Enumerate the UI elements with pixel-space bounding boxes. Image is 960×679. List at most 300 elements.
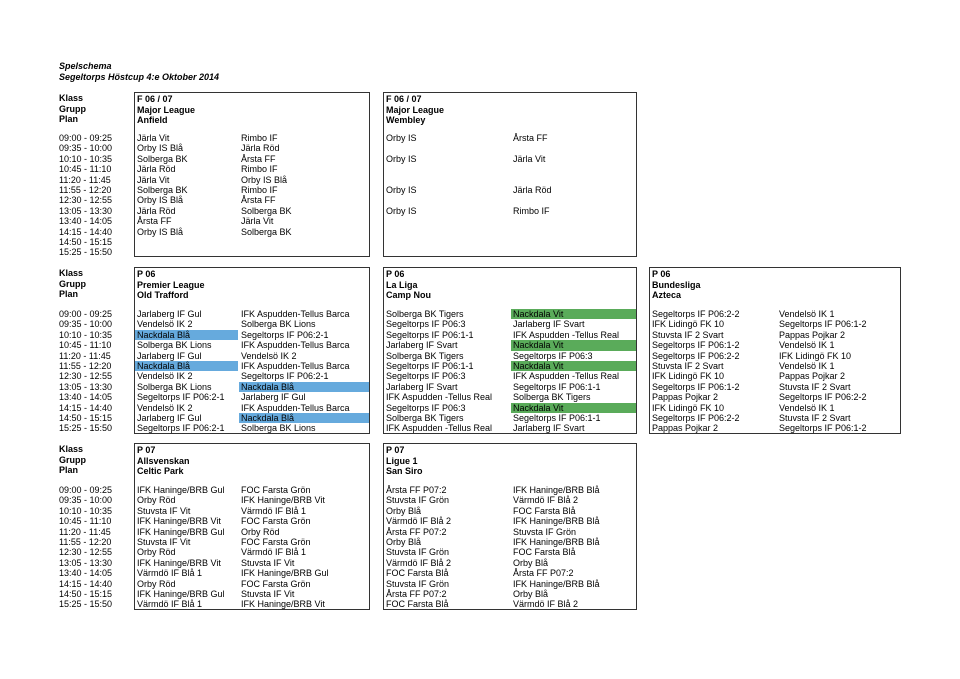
group-name: Allsvenskan xyxy=(137,455,190,466)
section-3-times xyxy=(59,485,112,610)
home-team xyxy=(384,247,510,257)
home-team: IFK Haninge/BRB Gul xyxy=(137,526,225,537)
away-team: IFK Aspudden -Tellus Real xyxy=(513,329,620,340)
home-team: IFK Haninge/BRB Gul xyxy=(137,485,225,495)
home-team: FOC Farsta Blå xyxy=(386,568,449,579)
home-team: Segeltorps IF P06:1-2 xyxy=(652,381,740,392)
away-team: Vendelsö IK 2 xyxy=(241,350,297,361)
away-team: FOC Farsta Grön xyxy=(241,536,311,547)
match-row xyxy=(384,423,636,433)
match-row xyxy=(135,527,369,537)
time-slot: 10:45 - 11:10 xyxy=(59,164,112,175)
group-plan: Azteca xyxy=(652,290,682,300)
section-1-times xyxy=(59,133,112,258)
home-team: Solberga BK xyxy=(137,184,188,195)
away-team: Stuvsta IF Vit xyxy=(241,557,295,568)
time-slot: 15:25 - 15:50 xyxy=(59,423,113,434)
match-rows xyxy=(384,485,636,610)
home-team: Segeltorps IF P06:2-1 xyxy=(137,423,225,434)
away-team: Orby IS Blå xyxy=(241,174,288,185)
time-slot: 10:45 - 11:10 xyxy=(59,516,112,527)
match-row xyxy=(135,423,369,433)
away-team: Årsta FF xyxy=(513,133,548,143)
time-slot: 14:15 - 14:40 xyxy=(59,226,113,237)
match-row xyxy=(135,237,369,247)
match-row xyxy=(384,516,636,526)
away-team: Nackdala Vit xyxy=(511,361,636,371)
time-slot: 11:55 - 12:20 xyxy=(59,537,112,548)
away-team: Pappas Pojkar 2 xyxy=(779,371,846,382)
match-row xyxy=(384,330,636,340)
time-slot: 15:25 - 15:50 xyxy=(59,599,113,610)
away-team xyxy=(511,237,636,247)
away-team: IFK Haninge/BRB Blå xyxy=(513,516,600,527)
home-team xyxy=(384,237,510,247)
home-team: Järla Röd xyxy=(137,164,176,175)
match-row xyxy=(135,392,369,402)
time-slot: 13:05 - 13:30 xyxy=(59,557,113,568)
away-team: Segeltorps IF P06:1-2 xyxy=(779,319,867,330)
time-slot: 09:00 - 09:25 xyxy=(59,133,113,143)
match-row xyxy=(384,403,636,413)
label-klass: Klass xyxy=(59,444,84,454)
group-name: Ligue 1 xyxy=(386,455,418,466)
home-team: Jarlaberg IF Gul xyxy=(137,412,202,423)
away-team: Segeltorps IF P06:1-1 xyxy=(513,381,601,392)
match-row xyxy=(384,537,636,547)
away-team: Jarlaberg IF Svart xyxy=(513,423,585,434)
group-klass: P 06 xyxy=(652,269,671,279)
group-header xyxy=(652,269,701,301)
away-team: IFK Aspudden-Tellus Barca xyxy=(241,309,350,319)
match-row xyxy=(135,495,369,505)
away-team: FOC Farsta Grön xyxy=(241,485,311,495)
group-plan: Wembley xyxy=(386,115,426,125)
match-row xyxy=(135,340,369,350)
home-team: Värmdö IF Blå 1 xyxy=(137,568,203,579)
match-row xyxy=(650,361,900,371)
group-major-league-anfield xyxy=(134,92,370,257)
away-team: Värmdö IF Blå 1 xyxy=(241,547,307,558)
time-slot: 10:10 - 10:35 xyxy=(59,329,113,340)
away-team: FOC Farsta Blå xyxy=(513,547,576,558)
match-row xyxy=(135,382,369,392)
group-la-liga xyxy=(383,267,637,434)
group-header xyxy=(137,445,190,477)
home-team: Segeltorps IF P06:2-2 xyxy=(652,412,740,423)
home-team: Orby IS xyxy=(386,184,417,195)
home-team: IFK Haninge/BRB Gul xyxy=(137,588,225,599)
group-header xyxy=(386,269,431,301)
away-team: Årsta FF xyxy=(241,195,276,206)
group-name: Major League xyxy=(137,104,196,115)
group-major-league-wembley xyxy=(383,92,637,257)
home-team: Vendelsö IK 2 xyxy=(137,319,193,330)
away-team: IFK Aspudden-Tellus Barca xyxy=(241,360,350,371)
away-team: Rimbo IF xyxy=(241,133,278,143)
match-row xyxy=(135,371,369,381)
home-team: Jarlaberg IF Gul xyxy=(137,309,202,319)
away-team: Solberga BK xyxy=(241,205,292,216)
match-row xyxy=(135,558,369,568)
time-slot: 11:20 - 11:45 xyxy=(59,526,111,537)
match-rows xyxy=(384,309,636,434)
away-team: IFK Haninge/BRB Vit xyxy=(241,495,325,506)
away-team: Rimbo IF xyxy=(241,184,278,195)
match-row xyxy=(384,579,636,589)
away-team: Årsta FF P07:2 xyxy=(513,568,574,579)
section-3-labels xyxy=(59,444,86,476)
time-slot: 13:05 - 13:30 xyxy=(59,381,113,392)
group-name: Premier League xyxy=(137,279,205,290)
home-team: Stuvsta IF Grön xyxy=(386,495,450,506)
label-grupp: Grupp xyxy=(59,103,86,114)
home-team: Orby IS xyxy=(386,133,417,143)
group-plan: Old Trafford xyxy=(137,290,189,300)
document-title xyxy=(59,61,219,83)
home-team: Järla Vit xyxy=(137,174,170,185)
match-rows xyxy=(135,309,369,434)
away-team: IFK Aspudden-Tellus Barca xyxy=(241,340,350,351)
match-row xyxy=(384,247,636,257)
home-team: Orby IS Blå xyxy=(137,195,184,206)
home-team: Segeltorps IF P06:3 xyxy=(386,319,466,330)
home-team: Segeltorps IF P06:1-1 xyxy=(386,329,474,340)
match-row xyxy=(135,216,369,226)
group-premier-league xyxy=(134,267,370,434)
home-team: Orby Röd xyxy=(137,547,176,558)
away-team: IFK Aspudden -Tellus Real xyxy=(513,371,620,382)
away-team: Rimbo IF xyxy=(241,164,278,175)
match-row xyxy=(135,143,369,153)
match-row xyxy=(135,506,369,516)
title-line-1: Spelschema xyxy=(59,61,112,71)
match-rows xyxy=(135,133,369,258)
home-team: Stuvsta IF Vit xyxy=(137,536,191,547)
home-team: IFK Haninge/BRB Vit xyxy=(137,516,221,527)
match-row xyxy=(384,227,636,237)
away-team xyxy=(511,195,636,205)
match-row xyxy=(650,371,900,381)
home-team: Nackdala Blå xyxy=(135,361,238,371)
away-team: Solberga BK xyxy=(241,226,292,237)
away-team: Nackdala Vit xyxy=(511,309,636,319)
home-team: Solberga BK Tigers xyxy=(386,412,464,423)
time-slot: 13:40 - 14:05 xyxy=(59,568,113,579)
match-row xyxy=(135,485,369,495)
group-klass: P 07 xyxy=(137,445,156,455)
home-team: IFK Aspudden -Tellus Real xyxy=(386,423,493,434)
home-team: Solberga BK Tigers xyxy=(386,350,464,361)
match-row xyxy=(384,392,636,402)
match-row xyxy=(135,579,369,589)
group-plan: San Siro xyxy=(386,466,423,476)
away-team: Jarlaberg IF Svart xyxy=(513,319,585,330)
match-row xyxy=(135,247,369,257)
home-team: Orby IS Blå xyxy=(137,226,184,237)
home-team: Solberga BK Tigers xyxy=(386,309,464,319)
home-team: Stuvsta IF 2 Svart xyxy=(652,360,724,371)
away-team: Värmdö IF Blå 2 xyxy=(513,599,579,610)
time-slot: 09:35 - 10:00 xyxy=(59,495,113,506)
time-slot: 14:50 - 15:15 xyxy=(59,237,113,248)
group-klass: F 06 / 07 xyxy=(386,94,422,104)
home-team: IFK Haninge/BRB Vit xyxy=(137,557,221,568)
match-row xyxy=(384,206,636,216)
away-team: Solberga BK Lions xyxy=(241,423,316,434)
home-team: Stuvsta IF 2 Svart xyxy=(652,329,724,340)
away-team: Stuvsta IF 2 Svart xyxy=(779,381,851,392)
group-ligue-1 xyxy=(383,443,637,610)
home-team: Värmdö IF Blå 2 xyxy=(386,516,452,527)
home-team: Stuvsta IF Grön xyxy=(386,578,450,589)
away-team: Järla Vit xyxy=(513,153,546,164)
away-team: Segeltorps IF P06:2-1 xyxy=(241,371,329,382)
match-row xyxy=(135,164,369,174)
home-team: Vendelsö IK 2 xyxy=(137,402,193,413)
away-team xyxy=(511,247,636,257)
away-team: Orby Röd xyxy=(241,526,280,537)
home-team: Årsta FF P07:2 xyxy=(386,588,447,599)
group-name: Bundesliga xyxy=(652,279,701,290)
time-slot: 11:55 - 12:20 xyxy=(59,185,112,196)
away-team: Segeltorps IF P06:1-1 xyxy=(513,412,601,423)
match-row xyxy=(135,516,369,526)
away-team: IFK Haninge/BRB Vit xyxy=(241,599,325,610)
match-row xyxy=(650,319,900,329)
match-row xyxy=(135,547,369,557)
home-team: Värmdö IF Blå 1 xyxy=(137,599,203,610)
home-team: Vendelsö IK 2 xyxy=(137,371,193,382)
away-team: Rimbo IF xyxy=(513,205,550,216)
home-team: Stuvsta IF Grön xyxy=(386,547,450,558)
match-row xyxy=(384,309,636,319)
away-team: Solberga BK Lions xyxy=(241,319,316,330)
time-slot: 14:15 - 14:40 xyxy=(59,402,113,413)
match-row xyxy=(135,599,369,609)
match-row xyxy=(384,175,636,185)
away-team: Jarlaberg IF Gul xyxy=(241,392,306,403)
group-header xyxy=(137,94,195,126)
match-row xyxy=(384,558,636,568)
match-row xyxy=(384,485,636,495)
away-team: Nackdala Vit xyxy=(511,340,636,350)
home-team: Orby IS xyxy=(386,205,417,216)
match-row xyxy=(135,185,369,195)
home-team: Årsta FF P07:2 xyxy=(386,485,447,495)
home-team xyxy=(384,227,510,237)
match-row xyxy=(650,351,900,361)
match-row xyxy=(135,568,369,578)
away-team: Vendelsö IK 1 xyxy=(779,360,835,371)
home-team: Segeltorps IF P06:2-2 xyxy=(652,309,740,319)
away-team: FOC Farsta Grön xyxy=(241,516,311,527)
away-team: Järla Röd xyxy=(513,184,552,195)
match-row xyxy=(135,589,369,599)
match-row xyxy=(135,361,369,371)
home-team: Orby Röd xyxy=(137,495,176,506)
match-row xyxy=(135,195,369,205)
away-team: FOC Farsta Grön xyxy=(241,578,311,589)
away-team: Nackdala Blå xyxy=(239,413,369,423)
group-klass: P 06 xyxy=(386,269,405,279)
home-team xyxy=(135,247,238,257)
home-team: Stuvsta IF Vit xyxy=(137,505,191,516)
match-row xyxy=(384,185,636,195)
away-team: Vendelsö IK 1 xyxy=(779,402,835,413)
time-slot: 10:10 - 10:35 xyxy=(59,153,113,164)
match-row xyxy=(384,154,636,164)
match-row xyxy=(384,164,636,174)
time-slot: 14:50 - 15:15 xyxy=(59,413,113,424)
group-klass: P 07 xyxy=(386,445,405,455)
home-team xyxy=(135,237,238,247)
group-plan: Anfield xyxy=(137,115,168,125)
group-klass: F 06 / 07 xyxy=(137,94,173,104)
away-team: IFK Lidingö FK 10 xyxy=(779,350,852,361)
time-slot: 12:30 - 12:55 xyxy=(59,195,113,206)
home-team: IFK Aspudden -Tellus Real xyxy=(386,392,493,403)
match-row xyxy=(384,216,636,226)
away-team: Segeltorps IF P06:2-2 xyxy=(779,392,867,403)
away-team: IFK Aspudden-Tellus Barca xyxy=(241,402,350,413)
away-team: IFK Haninge/BRB Blå xyxy=(513,536,600,547)
label-plan: Plan xyxy=(59,114,79,124)
match-row xyxy=(384,506,636,516)
away-team: FOC Farsta Blå xyxy=(513,505,576,516)
away-team xyxy=(239,247,369,257)
match-row xyxy=(135,227,369,237)
away-team: Stuvsta IF Grön xyxy=(513,526,577,537)
section-1-labels xyxy=(59,93,86,125)
away-team: Vendelsö IK 1 xyxy=(779,340,835,351)
label-klass: Klass xyxy=(59,93,84,103)
away-team: Vendelsö IK 1 xyxy=(779,309,835,319)
away-team: Nackdala Blå xyxy=(239,382,369,392)
match-row xyxy=(650,382,900,392)
away-team xyxy=(511,227,636,237)
home-team: Segeltorps IF P06:1-1 xyxy=(386,360,474,371)
away-team: Stuvsta IF Vit xyxy=(241,588,295,599)
match-row xyxy=(384,133,636,143)
away-team: Nackdala Vit xyxy=(511,403,636,413)
time-slot: 10:45 - 11:10 xyxy=(59,340,112,351)
away-team: IFK Haninge/BRB Blå xyxy=(513,485,600,495)
away-team: Järla Röd xyxy=(241,143,280,154)
section-2-labels xyxy=(59,268,86,300)
time-slot: 12:30 - 12:55 xyxy=(59,547,113,558)
group-klass: P 06 xyxy=(137,269,156,279)
match-rows xyxy=(135,485,369,610)
home-team xyxy=(384,216,510,226)
match-row xyxy=(135,206,369,216)
match-row xyxy=(135,403,369,413)
home-team: Järla Röd xyxy=(137,205,176,216)
home-team: Värmdö IF Blå 2 xyxy=(386,557,452,568)
group-bundesliga xyxy=(649,267,901,434)
match-row xyxy=(384,143,636,153)
away-team xyxy=(511,164,636,174)
away-team: Orby Blå xyxy=(513,588,549,599)
home-team: FOC Farsta Blå xyxy=(386,599,449,610)
match-row xyxy=(384,340,636,350)
match-row xyxy=(135,133,369,143)
match-row xyxy=(384,495,636,505)
time-slot: 14:15 - 14:40 xyxy=(59,578,113,589)
group-name: La Liga xyxy=(386,279,418,290)
home-team: Orby Röd xyxy=(137,578,176,589)
match-row xyxy=(384,351,636,361)
match-row xyxy=(650,309,900,319)
away-team: Värmdö IF Blå 1 xyxy=(241,505,307,516)
match-row xyxy=(384,361,636,371)
match-row xyxy=(650,413,900,423)
time-slot: 09:35 - 10:00 xyxy=(59,319,113,330)
home-team: Segeltorps IF P06:1-2 xyxy=(652,340,740,351)
home-team: Segeltorps IF P06:3 xyxy=(386,371,466,382)
group-plan: Celtic Park xyxy=(137,466,184,476)
match-rows xyxy=(650,309,900,434)
group-allsvenskan xyxy=(134,443,370,610)
away-team: IFK Haninge/BRB Blå xyxy=(513,578,600,589)
label-plan: Plan xyxy=(59,465,79,475)
match-row xyxy=(384,547,636,557)
home-team: Järla Vit xyxy=(137,133,170,143)
match-row xyxy=(650,392,900,402)
time-slot: 11:55 - 12:20 xyxy=(59,361,112,372)
time-slot: 10:10 - 10:35 xyxy=(59,505,113,516)
label-grupp: Grupp xyxy=(59,278,86,289)
match-row xyxy=(384,195,636,205)
match-row xyxy=(384,527,636,537)
time-slot: 13:05 - 13:30 xyxy=(59,205,113,216)
match-row xyxy=(135,154,369,164)
match-row xyxy=(384,599,636,609)
home-team: IFK Lidingö FK 10 xyxy=(652,319,725,330)
home-team: Årsta FF P07:2 xyxy=(386,526,447,537)
home-team: Orby IS Blå xyxy=(137,143,184,154)
home-team: Jarlaberg IF Svart xyxy=(386,381,458,392)
match-row xyxy=(384,371,636,381)
away-team: Solberga BK Tigers xyxy=(513,392,591,403)
match-row xyxy=(135,319,369,329)
home-team xyxy=(384,175,510,185)
time-slot: 11:20 - 11:45 xyxy=(59,174,111,185)
home-team: IFK Lidingö FK 10 xyxy=(652,371,725,382)
match-row xyxy=(384,413,636,423)
time-slot: 15:25 - 15:50 xyxy=(59,247,113,258)
label-grupp: Grupp xyxy=(59,454,86,465)
away-team: Årsta FF xyxy=(241,153,276,164)
label-plan: Plan xyxy=(59,289,79,299)
home-team: Orby Blå xyxy=(386,505,422,516)
match-row xyxy=(384,382,636,392)
match-row xyxy=(135,537,369,547)
time-slot: 13:40 - 14:05 xyxy=(59,216,113,227)
home-team: Orby Blå xyxy=(386,536,422,547)
home-team xyxy=(384,195,510,205)
time-slot: 09:00 - 09:25 xyxy=(59,309,113,319)
group-header xyxy=(386,445,423,477)
away-team: Segeltorps IF P06:3 xyxy=(513,350,593,361)
away-team xyxy=(511,143,636,153)
away-team xyxy=(511,175,636,185)
home-team: Årsta FF xyxy=(137,216,172,227)
home-team: Nackdala Blå xyxy=(135,330,238,340)
match-row xyxy=(135,351,369,361)
group-name: Major League xyxy=(386,104,445,115)
group-header xyxy=(386,94,444,126)
